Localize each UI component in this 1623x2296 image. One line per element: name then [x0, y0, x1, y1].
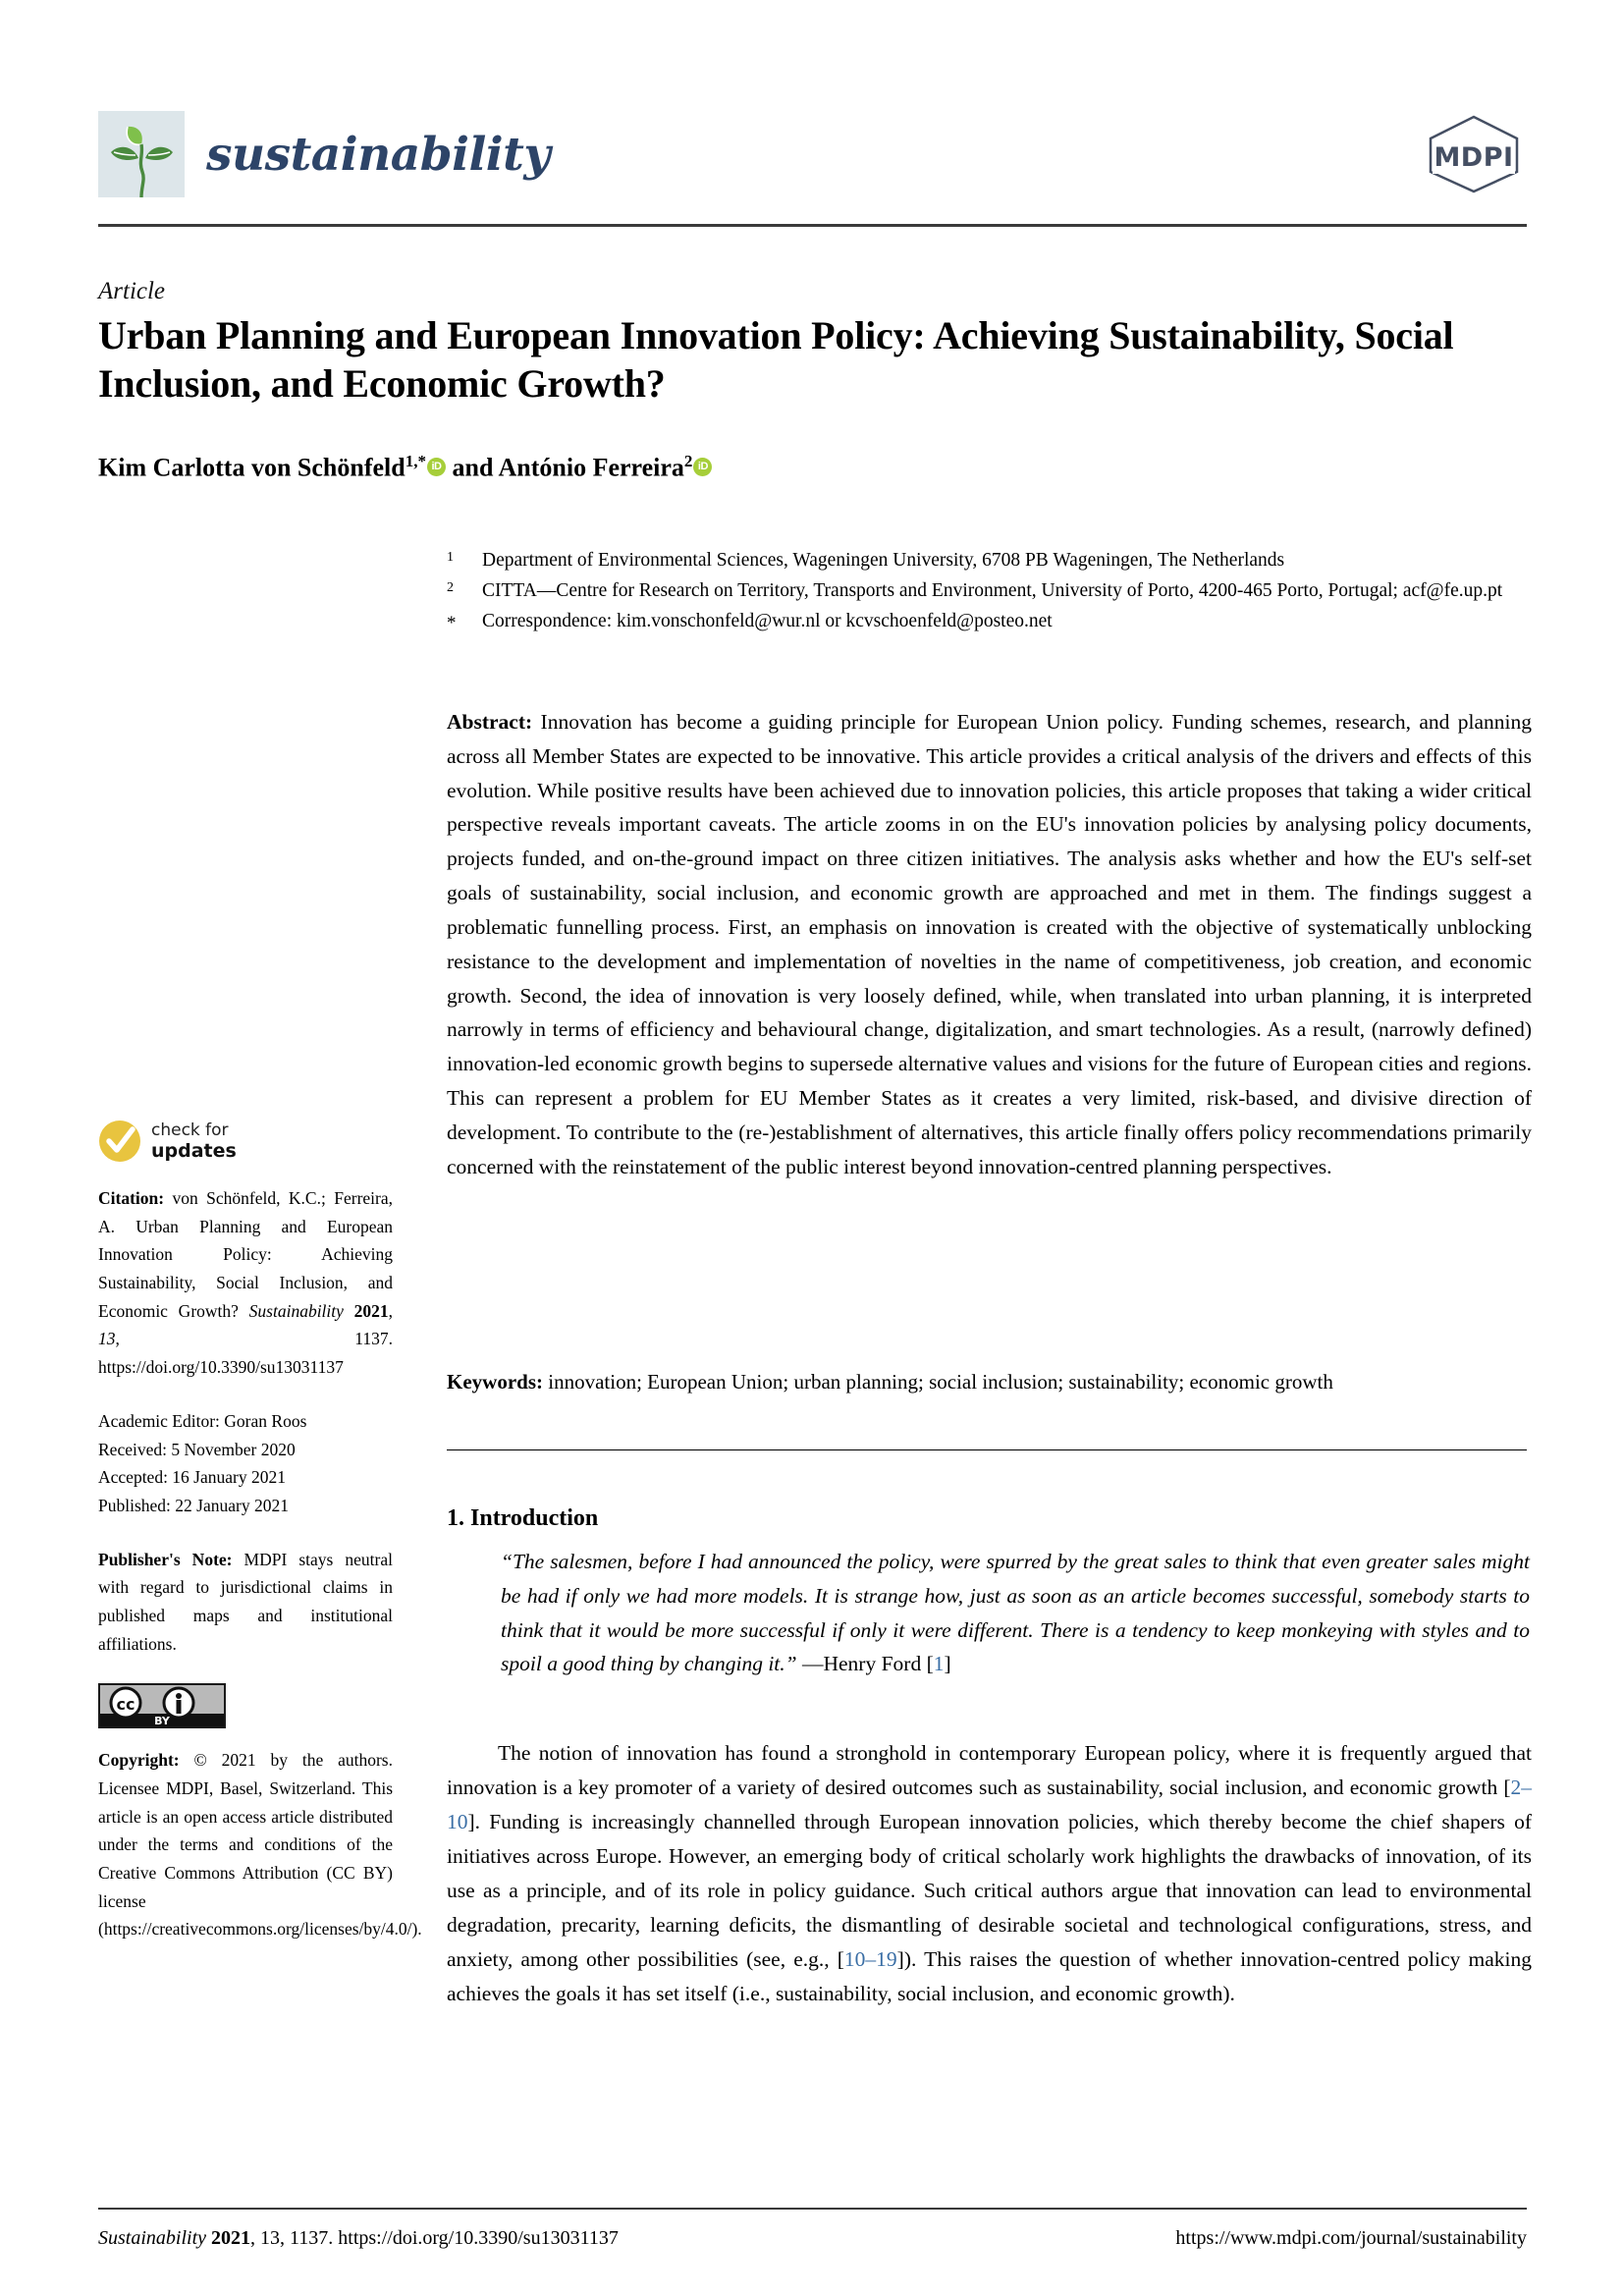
epigraph-quote: “The salesmen, before I had announced the policy, were spurred by the great sales to think that even greater sales might be had if only we had more models. It is strange how, just as soon as an article becomes successful, somebody starts to think that it would be more successful if only it were different. There is a tendency to keep monkeying with styles and to spoil a good thing by changing it.” —Henry Ford [1] — [501, 1550, 1530, 1676]
masthead — [98, 93, 1527, 196]
abstract-text: Innovation has become a guiding principle for European Union policy. Funding schemes, research, and planning across all Member States are expected to be innovative. This article provides a critical analysis of the drivers and effects of this evolution. While positive results have been achieved due to innovation policies, this article proposes that taking a wider critical perspective reveals important caveats. The article zooms in on the EU's innovation policies by analysing policy documents, projects funded, and on-the-ground impact on three citizen initiatives. The analysis asks whether and how the EU's self-set goals of sustainability, social inclusion, and economic growth are approached and met in them. The findings suggest a problematic funnelling process. First, an emphasis on innovation is created with the objective of systematically unblocking resistance to the development and implementation of novelties in the name of competitiveness, job creation, and economic growth. Second, the idea of innovation is very loosely defined, while, when translated into urban planning, it is interpreted narrowly in terms of efficiency and behavioural change, digitalization, and smart technologies. As a result, (narrowly defined) innovation-led economic growth begins to supersede alternative values and visions for the future of European cities and regions. This can represent a problem for EU Member States as it creates a very limited, risk-based, and divisive direction of development. To contribute to the (re-)establishment of alternatives, this article finally offers policy recommendations primarily concerned with the reinstatement of the public interest beyond innovation-centred planning perspectives. — [447, 710, 1533, 1178]
footer-journal-name: Sustainability — [98, 2227, 206, 2249]
author-conjunction: and — [452, 453, 494, 482]
citation-label: Citation: — [98, 1188, 165, 1208]
check-for-updates-badge[interactable] — [98, 1120, 393, 1163]
author-name-1: Kim Carlotta von Schönfeld — [98, 453, 406, 482]
journal-logo[interactable] — [98, 111, 550, 197]
copyright-text: © 2021 by the authors. Licensee MDPI, Basel, Switzerland. This article is an open access article distributed under the terms and conditions of the Creative Commons Attribution (CC BY) license (https://creativecommons.org/licenses/by/4.0/). — [98, 1750, 422, 1940]
affiliation-row — [447, 576, 1527, 607]
svg-text:MDPI: MDPI — [1434, 142, 1514, 173]
author-affiliation-marker-2: 2 — [683, 452, 693, 470]
orcid-icon-1[interactable]: iD — [427, 458, 446, 476]
author-name-2: António Ferreira — [498, 453, 684, 482]
page-footer — [98, 2227, 1527, 2250]
check-for-updates-label — [151, 1121, 237, 1162]
creative-commons-by-icon[interactable] — [98, 1683, 226, 1728]
publisher-note-label: Publisher's Note: — [98, 1549, 233, 1569]
citation-doi[interactable]: https://doi.org/10.3390/su13031137 — [98, 1357, 344, 1378]
citation-authors: von Schönfeld, K.C.; Ferreira, A. — [98, 1188, 394, 1236]
cfu-line-1: check for — [151, 1120, 229, 1140]
abstract-label: Abstract: — [447, 710, 533, 734]
citation-article-number: 1137 — [354, 1329, 389, 1349]
affiliation-text: Department of Environmental Sciences, Wageningen University, 6708 PB Wageningen, The Netherlands — [482, 550, 1285, 571]
accepted-date: Accepted: 16 January 2021 — [98, 1467, 286, 1488]
affiliation-row — [447, 607, 1527, 638]
affiliation-row — [447, 546, 1527, 576]
article-type-label: Article — [98, 278, 166, 304]
citation-reference-link[interactable]: 10–19 — [843, 1946, 897, 1971]
author-affiliation-marker-1: 1,* — [405, 452, 426, 470]
citation-volume: 13 — [98, 1329, 116, 1349]
svg-text:BY: BY — [154, 1715, 170, 1727]
keywords-text: innovation; European Union; urban planning; social inclusion; sustainability; economic growth — [548, 1370, 1333, 1394]
mdpi-logo[interactable] — [1421, 111, 1527, 194]
footer-divider — [98, 2208, 1527, 2210]
publisher-note — [98, 1546, 393, 1659]
footer-citation — [98, 2227, 619, 2250]
citation-reference-link[interactable]: 2–10 — [447, 1775, 1532, 1833]
section-heading-introduction: 1. Introduction — [447, 1505, 599, 1531]
cfu-line-2: updates — [151, 1139, 237, 1162]
section-divider — [447, 1449, 1527, 1450]
correspondence-marker: * — [447, 612, 457, 633]
header-divider — [98, 224, 1527, 227]
affiliation-marker: 2 — [447, 579, 454, 595]
published-date: Published: 22 January 2021 — [98, 1495, 289, 1515]
quote-attribution: —Henry Ford — [801, 1652, 922, 1676]
citation-year: 2021 — [353, 1300, 389, 1321]
affiliations — [447, 546, 1527, 638]
publisher-note-text: MDPI stays neutral with regard to jurisdictional claims in published maps and institutional affiliations. — [98, 1549, 393, 1654]
sidebar — [98, 1120, 422, 1969]
checkmark-icon — [98, 1120, 141, 1163]
citation-block: Citation: von Schönfeld, K.C.; Ferreira, A. Urban Planning and European Innovation Policy: Achieving Sustainability, Social Inclusion, and Economic Growth? Sustainability 2021, 13, 1137. https://doi.org/10.3390/su13031137 — [98, 1188, 394, 1378]
copyright-label: Copyright: — [98, 1750, 180, 1771]
received-date: Received: 5 November 2020 — [98, 1439, 296, 1459]
editorial-dates — [98, 1407, 393, 1520]
introduction-paragraph — [447, 1736, 1532, 2011]
author-list — [98, 452, 1473, 483]
footer-year: 2021 — [211, 2227, 250, 2249]
footer-citation-rest: , 13, 1137. https://doi.org/10.3390/su13031137 — [250, 2227, 619, 2249]
correspondence-text: Correspondence: kim.vonschonfeld@wur.nl or kcvschoenfeld@posteo.net — [482, 610, 1053, 631]
affiliation-marker: 1 — [447, 550, 454, 565]
academic-editor: Academic Editor: Goran Roos — [98, 1410, 307, 1431]
paragraph-text-part-3: ]). This raises the question of whether innovation-centred policy making achieves the goals it has set itself (i.e., sustainability, social inclusion, and economic growth). — [447, 1946, 1532, 2005]
paragraph-text-part-1: The notion of innovation has found a stronghold in contemporary European policy, where it is frequently argued that innovation is a key promoter of a variety of desired outcomes such as sustainability, social inclusion, and economic growth [ — [447, 1741, 1532, 1799]
keywords-label: Keywords: — [447, 1370, 543, 1394]
paragraph-text-part-2: ]. Funding is increasingly channelled through European innovation policies, which thereby become the chief shapers of initiatives across Europe. However, an emerging body of critical scholarly work highlights the drawbacks of innovation, of its use as a principle, and of its role in policy guidance. Such critical authors argue that innovation can lead to environmental degradation, precarity, learning deficits, the dismantling of desirable societal and technological configurations, stress, and anxiety, among other possibilities (see, e.g., [ — [447, 1809, 1532, 1971]
keywords — [447, 1367, 1532, 1398]
copyright-block — [98, 1746, 422, 1943]
journal-name: sustainability — [206, 127, 551, 182]
leaf-sprout-icon — [98, 111, 185, 197]
affiliation-text: CITTA—Centre for Research on Territory, Transports and Environment, University of Porto, 4200-465 Porto, Portugal; acf@fe.up.pt — [482, 579, 1503, 601]
page-title: Urban Planning and European Innovation Policy: Achieving Sustainability, Social Inclusion, and Economic Growth? — [98, 313, 1454, 406]
orcid-icon-2[interactable]: iD — [693, 458, 712, 476]
quote-text: “The salesmen, before I had announced the policy, were spurred by the great sales to think that even greater sales might be had if only we had more models. It is strange how, just as soon as an article becomes successful, somebody starts to think that it would be more successful if only it were different. There is a tendency to keep monkeying with styles and to spoil a good thing by changing it.” — [501, 1550, 1530, 1676]
citation-journal: Sustainability — [248, 1300, 344, 1321]
abstract — [447, 705, 1532, 1184]
svg-text:cc: cc — [116, 1695, 135, 1715]
citation-reference-link[interactable]: 1 — [933, 1652, 945, 1676]
citation-title: Urban Planning and European Innovation Policy: Achieving Sustainability, Social Inclusion, and Economic Growth? — [98, 1216, 394, 1321]
footer-url[interactable]: https://www.mdpi.com/journal/sustainability — [1175, 2227, 1527, 2249]
